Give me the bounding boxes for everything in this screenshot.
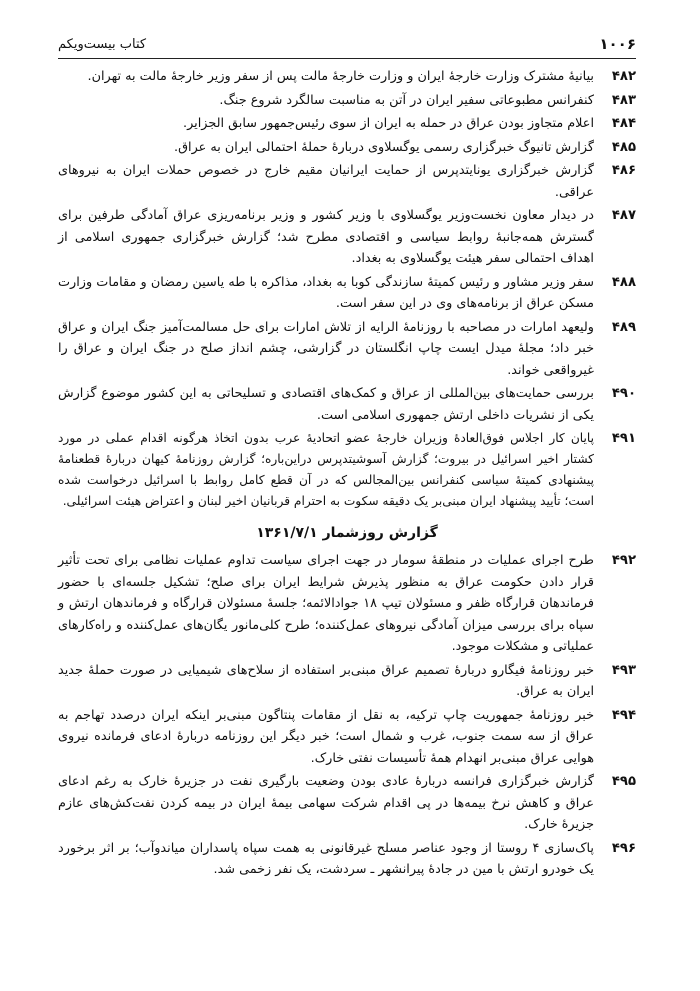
page-header [58, 34, 636, 59]
entry-number: ۴۹۴ [611, 707, 636, 723]
entry-text: سفر وزیر مشاور و رئیس کمیتهٔ سازندگی کوبا به بغداد، مذاکره با طه یاسین رمضان و مقامات وزارت مسکن عراق از برنامه‌های وی در این سفر است. [58, 274, 594, 311]
entry-text: اعلام متجاوز بودن عراق در حمله به ایران از سوی رئیس‌جمهور سابق الجزایر. [183, 116, 594, 131]
entry-item [58, 317, 636, 382]
entry-text: پاک‌سازی ۴ روستا از وجود عناصر مسلح غیرقانونی به همت سپاه پاسداران میاندوآب؛ بر اثر برخورد یک خودرو ارتش با مین در جادهٔ پیرانشهر ـ سردشت، یک نفر زخمی شد. [58, 840, 594, 877]
entry-number: ۴۸۵ [611, 139, 636, 155]
entry-item [58, 66, 636, 88]
section-title: گزارش روزشمار ۱۳۶۱/۷/۱ [256, 525, 438, 541]
entry-text: گزارش خبرگزاری یونایتدپرس از حمایت ایرانیان مقیم خارج در خصوص حملات ایران به نیروهای عراقی. [58, 163, 594, 200]
entry-text: پایان کار اجلاس فوق‌العادهٔ وزیران خارجهٔ عضو اتحادیهٔ عرب بدون اتخاذ هرگونه اقدام عملی در مورد کشتار اخیر اسرائیل در بیروت؛ گزارش آسوشیتدپرس دراین‌باره؛ گزارش روزنامهٔ کیهان دربارهٔ قطعنامهٔ پیشنهادی کمیتهٔ سیاسی کنفرانس بین‌المجالس که در آن قطع کامل روابط با اسرائیل درخواست شده است؛ تأیید پیشنهاد ایران مبنی‌بر یک دقیقه سکوت به احترام قربانیان اخیر لبنان و اعتراض هیئت اسرائیلی. [58, 431, 594, 508]
entry-list-after-section [58, 550, 636, 881]
entry-item [58, 771, 636, 836]
entry-item [58, 205, 636, 270]
entry-text: بررسی حمایت‌های بین‌المللی از عراق و کمک‌های اقتصادی و تسلیحاتی به این کشور موضوع گزارش یکی از نشریات داخلی ارتش جمهوری اسلامی است. [58, 386, 594, 423]
entry-text: ولیعهد امارات در مصاحبه با روزنامهٔ الرایه از تلاش امارات برای حل مسالمت‌آمیز جنگ ایران و عراق خبر داد؛ مجلهٔ میدل ایست چاپ انگلستان در گزارشی، چشم انداز صلح در جنگ ایران و عراق را غیرواقعی خواند. [58, 319, 594, 378]
entry-item [58, 383, 636, 426]
entry-number: ۴۸۶ [611, 163, 636, 178]
entry-number: ۴۸۳ [611, 92, 636, 108]
entry-item [58, 660, 636, 703]
entry-number: ۴۸۲ [611, 69, 636, 84]
entry-text: در دیدار معاون نخست‌وزیر یوگسلاوی با وزیر کشور و وزیر برنامه‌ریزی عراق آمادگی طرفین برای گسترش همه‌جانبهٔ روابط سیاسی و اقتصادی مطرح شد؛ گزارش خبرگزاری جمهوری اسلامی از اهداف احتمالی سفر هیئت یوگسلاوی به بغداد. [58, 208, 594, 266]
entry-number: ۴۹۱ [611, 431, 636, 446]
entry-text: گزارش خبرگزاری فرانسه دربارهٔ عادی بودن وضعیت بارگیری نفت در جزیرهٔ خارک به رغم ادعای عراق و کاهش نرخ بیمه‌ها در پی اقدام شرکت سهامی بیمهٔ ایران در بیمه کردن نفت‌کش‌های عازم جزیرهٔ خارک. [58, 774, 594, 832]
entry-number: ۴۹۰ [611, 386, 636, 401]
entry-number: ۴۹۳ [611, 662, 636, 678]
entry-text: گزارش تانیوگ خبرگزاری رسمی یوگسلاوی دربارهٔ حملهٔ احتمالی ایران به عراق. [174, 139, 594, 155]
entry-item [58, 272, 636, 315]
entry-number: ۴۸۹ [611, 319, 636, 335]
entry-item [58, 838, 636, 881]
entry-number: ۴۹۲ [611, 553, 636, 568]
entry-text: بیانیهٔ مشترک وزارت خارجهٔ ایران و وزارت خارجهٔ مالت پس از سفر وزیر خارجهٔ مالت به تهران. [87, 69, 594, 84]
entry-text: کنفرانس مطبوعاتی سفیر ایران در آتن به مناسبت سالگرد شروع جنگ. [219, 92, 594, 108]
entry-text: طرح اجرای عملیات در منطقهٔ سومار در جهت اجرای سیاست تداوم عملیات نظامی برای تحت تأثیر قرار دادن حکومت عراق به منظور پذیرش شرایط ایران برای صلح؛ تشکیل جلسه‌ای با حضور فرماندهان قرارگاه ظفر و مسئولان تیپ ۱۸ جوادالائمه؛ جلسهٔ مسئولان قرارگاه و فرماندهان ارتش و سپاه برای بررسی میزان آمادگی نیروهای عمل‌کننده؛ طرح کلی‌مانور یگان‌های عمل‌کننده و راه‌کارهای عملیاتی و مشکلات موجود. [58, 553, 594, 654]
entry-item [58, 137, 636, 159]
entry-item [58, 90, 636, 112]
entry-number: ۴۸۴ [611, 116, 636, 131]
entry-number: ۴۹۶ [611, 840, 636, 856]
entry-item [58, 705, 636, 770]
entry-item [58, 113, 636, 135]
entry-text: خبر روزنامهٔ جمهوریت چاپ ترکیه، به نقل از مقامات پنتاگون مبنی‌بر اینکه ایران درصدد تهاجم به عراق از سه سمت جنوب، غرب و شمال است؛ خبر دیگر این روزنامه دربارهٔ ادعای فرمانده نیروی هوایی عراق مبنی‌بر انهدام همهٔ تأسیسات نفتی خارک. [58, 707, 594, 766]
entry-number: ۴۸۷ [611, 208, 636, 223]
entry-item [58, 160, 636, 203]
entry-text: خبر روزنامهٔ فیگارو دربارهٔ تصمیم عراق مبنی‌بر استفاده از سلاح‌های شیمیایی در صورت حملهٔ جدید ایران به عراق. [58, 662, 594, 699]
entry-list-before-section [58, 66, 636, 512]
entry-number: ۴۸۸ [611, 274, 636, 290]
entry-item [58, 550, 636, 658]
book-title: کتاب بیست‌ویکم [58, 37, 147, 52]
entry-number: ۴۹۵ [611, 774, 636, 789]
page-content [58, 66, 636, 883]
entry-item [58, 428, 636, 512]
page-number: ۱۰۰۶ [599, 35, 636, 53]
